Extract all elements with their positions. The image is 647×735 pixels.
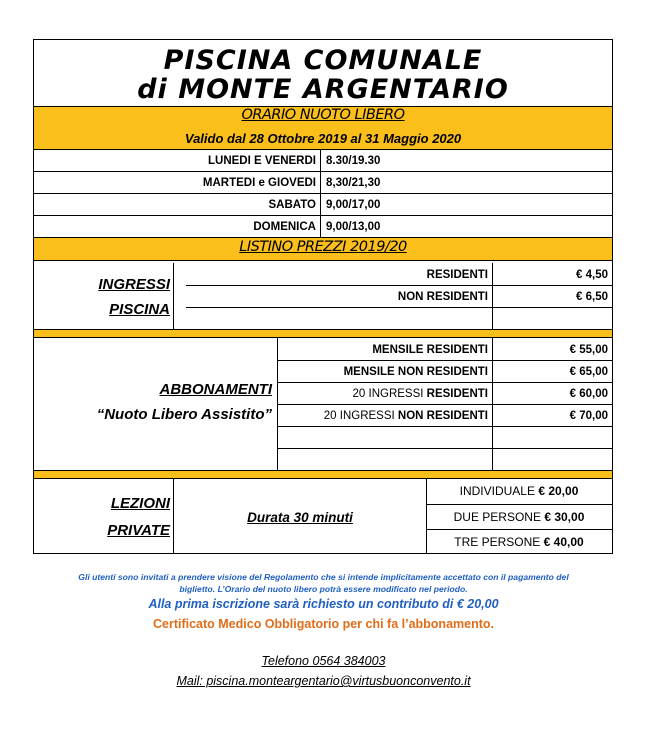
schedule-time-3: 9,00/17,00 — [326, 199, 381, 211]
abbonamenti-label: ABBONAMENTI — [159, 381, 272, 398]
lezioni-row-1: INDIVIDUALE € 20,00 — [459, 484, 579, 498]
page-subtitle: di MONTE ARGENTARIO — [137, 74, 509, 105]
abbonamenti-row-price-4: € 70,00 — [569, 410, 608, 422]
note-contributo: Alla prima iscrizione sarà richiesto un contributo di € 20,00 — [148, 597, 499, 611]
schedule-time-1: 8.30/19.30 — [326, 155, 381, 167]
ingressi-row-price-2: € 6,50 — [576, 291, 608, 303]
abbonamenti-row-label-2: MENSILE NON RESIDENTI — [343, 366, 488, 378]
schedule-day-1: LUNEDI E VENERDI — [208, 155, 316, 167]
abbonamenti-subtitle: “Nuoto Libero Assistito” — [96, 406, 272, 423]
ingressi-row-label-2: NON RESIDENTI — [397, 291, 488, 303]
abbonamenti-row-price-1: € 55,00 — [569, 344, 608, 356]
note-regolamento: Gli utenti sono invitati a prendere visione del Regolamento che si intende implicitamente accettato con il pagamento del — [78, 572, 569, 582]
lezioni-label-1: LEZIONI — [110, 495, 170, 512]
schedule-day-4: DOMENICA — [253, 221, 316, 233]
schedule-day-2: MARTEDI e GIOVEDI — [202, 177, 316, 189]
ingressi-label-2: PISCINA — [109, 301, 170, 318]
note-orario: biglietto. L’Orario del nuoto libero potrà essere modificato nel periodo. — [179, 584, 468, 594]
contact-mail[interactable]: Mail: piscina.monteargentario@virtusbuonconvento.it — [176, 674, 471, 688]
ingressi-row-label-1: RESIDENTI — [426, 269, 488, 281]
schedule-day-3: SABATO — [268, 199, 316, 211]
lezioni-row-2: DUE PERSONE € 30,00 — [453, 510, 585, 524]
schedule-heading: ORARIO NUOTO LIBERO — [241, 107, 405, 123]
abbonamenti-row-label-4: 20 INGRESSI NON RESIDENTI — [323, 410, 488, 422]
price-list-heading: LISTINO PREZZI 2019/20 — [239, 239, 407, 255]
abbonamenti-row-price-2: € 65,00 — [569, 366, 608, 378]
ingressi-label-1: INGRESSI — [98, 276, 170, 293]
section-separator-2 — [34, 470, 612, 479]
contact-phone: Telefono 0564 384003 — [261, 654, 386, 668]
lezioni-duration: Durata 30 minuti — [247, 510, 353, 525]
note-certificato: Certificato Medico Obbligatorio per chi fa l’abbonamento. — [152, 617, 494, 631]
abbonamenti-row-label-1: MENSILE RESIDENTI — [372, 344, 488, 356]
schedule-validity: Valido dal 28 Ottobre 2019 al 31 Maggio 2020 — [184, 131, 462, 146]
lezioni-label-2: PRIVATE — [107, 522, 170, 539]
abbonamenti-row-label-3: 20 INGRESSI RESIDENTI — [352, 388, 488, 400]
schedule-time-2: 8,30/21,30 — [326, 177, 381, 189]
abbonamenti-row-price-3: € 60,00 — [569, 388, 608, 400]
section-separator — [34, 329, 612, 338]
schedule-time-4: 9,00/13,00 — [326, 221, 381, 233]
ingressi-row-price-1: € 4,50 — [576, 269, 608, 281]
page-title: PISCINA COMUNALE — [163, 45, 483, 76]
lezioni-row-3: TRE PERSONE € 40,00 — [454, 535, 584, 549]
